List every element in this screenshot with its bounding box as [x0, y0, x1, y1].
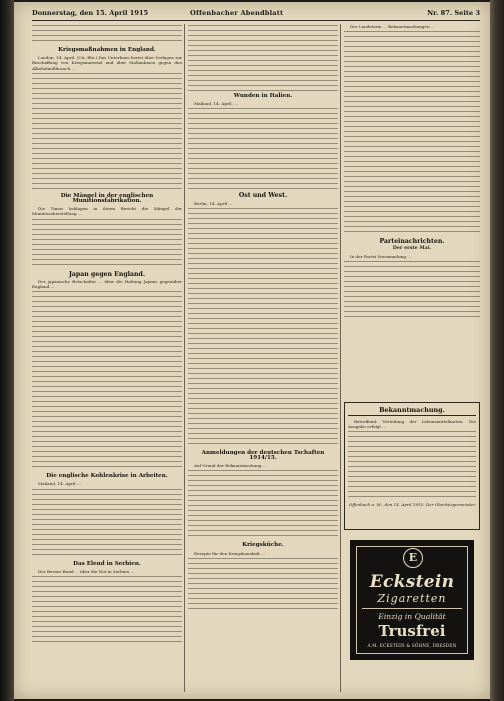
header-issue-page: Nr. 87. Seite 3 — [427, 9, 480, 17]
text-block — [32, 219, 182, 269]
brand-logo-icon: E — [403, 548, 423, 568]
article-text: Auf Grund der Bekanntmachung ... — [194, 463, 267, 469]
column-1 — [32, 24, 182, 694]
article-heading: Wunden in Italien. — [233, 93, 293, 99]
article-heading: Anmeldungen der deutschen Tschaften 1914/15. — [201, 449, 325, 462]
article-text: Der Landsturm ... Bekanntmachungen ... — [350, 24, 435, 29]
article-text: London, 14. April. (Ctr. Bln.) Das Unterhaus beriet über Vorlagen zur Beschaffung von Kriegsmaterial und über Maßnahmen gegen den Alkoholmißbrauch... — [32, 55, 182, 71]
article-heading: Die Mängel in der englischen Munitionsfabrikation. — [60, 192, 154, 205]
article-text: Rezepte für den Kriegshaushalt ... — [194, 550, 265, 556]
text-block — [348, 431, 476, 499]
text-block — [188, 208, 338, 448]
text-block — [344, 261, 480, 321]
text-block — [32, 291, 182, 471]
column-rule — [340, 24, 341, 692]
notice-title: Bekanntmachung. — [348, 408, 476, 416]
article-text: Der Berner Bund ... über die Not in Serbien ... — [38, 568, 135, 574]
newspaper-page — [14, 2, 490, 699]
text-block — [32, 25, 182, 45]
binding-edge — [490, 0, 504, 701]
book-spine — [0, 0, 14, 701]
text-block — [32, 489, 182, 559]
article-heading: Kriegsküche. — [242, 542, 284, 549]
header-date: Donnerstag, den 15. April 1915 — [32, 9, 149, 17]
article-heading: Kriegsmaßnahmen in England. — [58, 47, 156, 53]
article-text: Mailand, 14. April ... — [38, 481, 81, 487]
ad-slogan: Einzig in Qualität — [378, 612, 446, 621]
cigarette-advertisement — [350, 540, 474, 660]
text-block — [32, 576, 182, 646]
text-block — [32, 73, 182, 191]
text-block — [188, 108, 338, 190]
text-block — [188, 470, 338, 540]
official-notice — [344, 402, 480, 530]
column-rule — [184, 24, 185, 692]
ad-divider — [362, 608, 462, 609]
section-heading: Parteinachrichten. — [379, 238, 445, 246]
article-heading: Ost und West. — [238, 192, 288, 200]
column-3 — [344, 24, 480, 354]
text-block — [188, 25, 338, 91]
article-heading: Japan gegen England. — [69, 270, 145, 278]
ad-brand: Eckstein — [369, 572, 455, 592]
ad-maker: A.M. ECKSTEIN & SÖHNE, DRESDEN — [367, 643, 457, 648]
article-text: Berlin, 14. April ... — [194, 200, 233, 206]
article-text: Der japanische Botschafter ... über die Haltung Japans gegenüber England ... — [32, 278, 182, 290]
article-text: Die Times beklagen in ihrem Bericht die Mängel der Munitionsherstellung ... — [32, 206, 182, 217]
article-heading: Die englische Kohlenkrise in Arbeiten. — [46, 473, 168, 480]
text-block — [344, 31, 480, 236]
article-subheading: Der erste Mai. — [392, 245, 432, 252]
header-paper-title: Offenbacher Abendblatt — [190, 9, 284, 17]
page-header — [32, 8, 480, 21]
column-2 — [188, 24, 338, 694]
notice-text: Betreffend: Verteilung der Lebensmittelkarten. Die Ausgabe erfolgt ... — [348, 419, 476, 430]
ad-product-name: Trusfrei — [378, 622, 446, 640]
ad-product: Zigaretten — [377, 592, 447, 605]
article-text: In der Partei Versammlung ... — [350, 253, 412, 259]
article-heading: Das Elend in Serbien. — [73, 560, 141, 567]
notice-signature: Offenbach a. M., den 14. April 1915. Der Oberbürgermeister. — [348, 502, 476, 508]
text-block — [188, 558, 338, 613]
article-text: Mailand, 14. April. ... — [194, 101, 239, 107]
